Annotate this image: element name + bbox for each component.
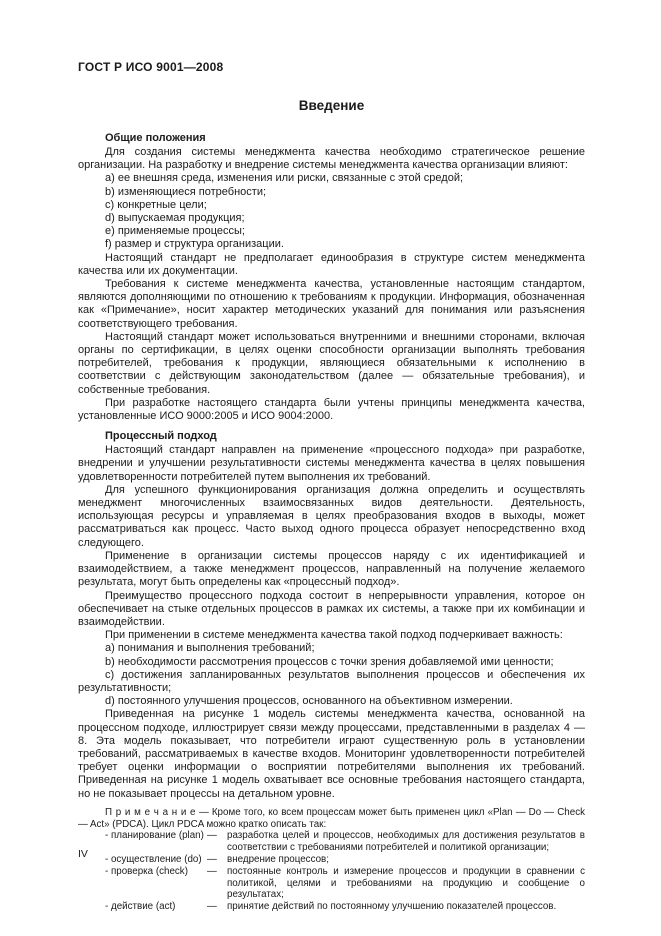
pdca-dash: — [207,901,217,913]
pdca-dash: — [207,865,217,877]
paragraph-general-4: Настоящий стандарт может использоваться внутренними и внешними сторонами, включая органы по сертификации, в целях оценки способности организации выполнять требования потребителей, требования к продукции, являющиеся обязательными к исполнению в соответствии с действующим законодательством (далее — обязательные требования), и собственные требования. [78,330,585,396]
paragraph-process-3: Применение в организации системы процессов наряду с их идентификацией и взаимодействием, а также менеджмент процессов, направленный на получение желаемого результата, могут быть определены как «процессный подход». [78,549,585,589]
paragraph-general-1: Для создания системы менеджмента качества необходимо стратегическое решение организации. На разработку и внедрение системы менеджмента качества организации влияют: [78,146,585,172]
paragraph-process-4: Преимущество процессного подхода состоит в непрерывности управления, которое он обеспечивает на стыке отдельных процессов в рамках их системы, а также при их комбинации и взаимодействии. [78,589,585,628]
pdca-term-act: - действие (act) [105,901,176,913]
paragraph-general-2: Настоящий стандарт не предполагает единообразия в структуре систем менеджмента качества или их документации. [78,251,585,277]
pdca-definition-do: внедрение процессов; [227,853,329,865]
pdca-definition-plan: разработка целей и процессов, необходимых для достижения результатов в соответствии с требованиями потребителей и политикой организации; [227,830,585,854]
paragraph-process-2: Для успешного функционирования организация должна определить и осуществлять менеджмент многочисленных взаимосвязанных видов деятельности. Деятельность, использующая ресурсы и управляемая в целях преобразования входов в выходы, может рассматриваться как процесс. Часто выход одного процесса образует непосредственно вход следующего. [78,483,585,549]
paragraph-process-5: При применении в системе менеджмента качества такой подход подчеркивает важность: [105,629,563,642]
note-block [78,807,585,913]
pdca-row-do [105,854,585,866]
list-item-factor-c: c) конкретные цели; [105,198,207,211]
list-item-factor-a: a) ее внешняя среда, изменения или риски, связанные с этой средой; [105,172,464,185]
paragraph-general-3: Требования к системе менеджмента качества, установленные настоящим стандартом, являются дополняющими по отношению к требованиям к продукции. Информация, обозначенная как «Примечание», носит характер методических указаний для понимания или разъяснения соответствующего требования. [78,278,585,330]
pdca-dash: — [207,853,217,865]
section-heading-general-provisions: Общие положения [105,132,206,144]
pdca-row-act [105,901,585,913]
page-number: IV [78,848,88,860]
paragraph-process-1: Настоящий стандарт направлен на применение «процессного подхода» при разработке, внедрении и улучшении результативности системы менеджмента качества в целях повышения удовлетворенности потребителей путем выполнения их требований. [78,444,585,483]
pdca-row-check [105,866,585,901]
note-text: — Кроме того, ко всем процессам может быть применен цикл «Plan — Do — Check — Act» (PDCA). Цикл PDCA можно кратко описать так: [78,806,585,830]
document-header: ГОСТ Р ИСО 9001—2008 [78,60,224,74]
pdca-term-plan: - планирование (plan) [105,830,204,842]
list-item-factor-b: b) изменяющиеся потребности; [105,185,267,198]
note-label: П р и м е ч а н и е [105,806,196,818]
list-item-importance-b: b) необходимости рассмотрения процессов с точки зрения добавляемой ими ценности; [105,655,554,668]
pdca-definition-check: постоянные контроль и измерение процессов и продукции в сравнении с политикой, целями и требованиями на продукцию и сообщение о результатах; [227,865,585,901]
paragraph-general-5: При разработке настоящего стандарта были учтены принципы менеджмента качества, установленные ИСО 9000:2005 и ИСО 9004:2000. [78,396,585,423]
pdca-dash: — [207,830,217,842]
pdca-list [105,830,585,913]
note-paragraph [78,807,585,831]
list-item-factor-f: f) размер и структура организации. [105,238,284,251]
pdca-term-do: - осуществление (do) [105,853,202,865]
list-item-importance-d: d) постоянного улучшения процессов, основанного на объективном измерении. [105,695,513,708]
list-item-factor-d: d) выпускаемая продукция; [105,212,245,225]
list-item-importance-a: a) понимания и выполнения требований; [105,642,315,655]
list-item-factor-e: e) применяемые процессы; [105,225,245,238]
page-title: Введение [298,98,365,113]
pdca-row-plan [105,830,585,854]
section-heading-process-approach: Процессный подход [105,430,217,443]
list-item-importance-c: c) достижения запланированных результатов выполнения процессов и обеспечения их результативности; [78,668,585,694]
pdca-term-check: - проверка (check) [105,865,188,877]
paragraph-process-6: Приведенная на рисунке 1 модель системы менеджмента качества, основанной на процессном подходе, иллюстрирует связи между процессами, представленными в разделах 4 — 8. Эта модель показывает, что потребители играют существенную роль в установлении требований, рассматриваемых в качестве входов. Мониторинг удовлетворенности потребителей требует оценки информации о восприятии потребителями выполнения их требований. Приведенная на рисунке 1 модель охватывает все основные требования настоящего стандарта, но не показывает процессы на детальном уровне. [78,708,585,800]
pdca-definition-act: принятие действий по постоянному улучшению показателей процессов. [227,901,557,913]
